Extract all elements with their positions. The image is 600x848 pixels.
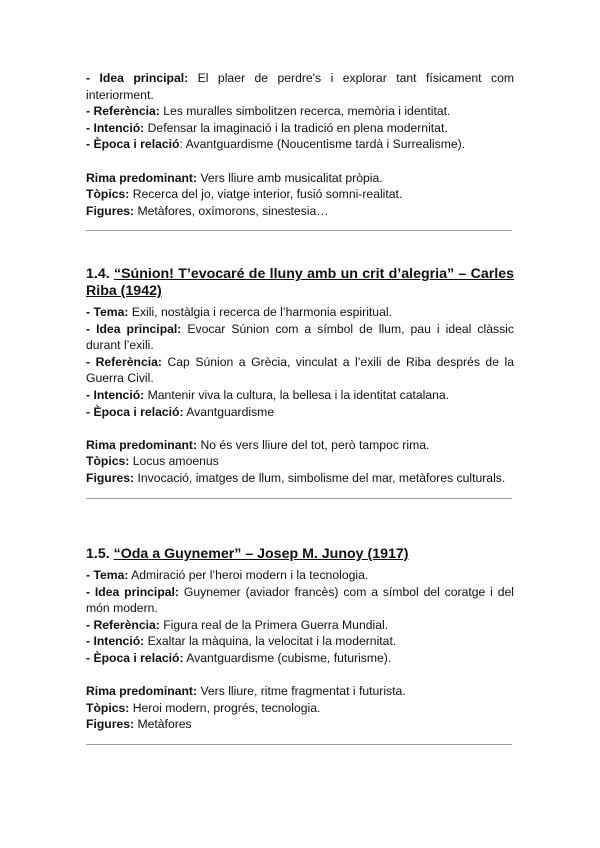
line-idea-principal: - Idea principal: Guynemer (aviador francès) com a símbol del coratge i del món modern. xyxy=(86,584,514,616)
line-referencia: - Referència: Cap Súnion a Grècia, vinculat a l’exili de Riba després de la Guerra Civil. xyxy=(86,354,514,386)
line-topics: Tòpics: Heroi modern, progrés, tecnologia. xyxy=(86,700,321,715)
line-epoca: - Època i relació: Avantguardisme xyxy=(86,404,275,419)
line-tema: - Tema: Admiració per l’heroi modern i la tecnologia. xyxy=(86,568,369,582)
divider xyxy=(86,744,512,745)
line-idea-principal: - Idea principal: El plaer de perdre's i explorar tant físicament com interiorment. xyxy=(86,71,515,102)
section-1-4 xyxy=(86,266,514,499)
line-rima: Rima predominant: Vers lliure amb musicalitat pròpia. xyxy=(86,170,383,185)
line-intencio: - Intenció: Exaltar la màquina, la velocitat i la modernitat. xyxy=(86,634,397,649)
line-referencia: - Referència: Les muralles simbolitzen recerca, memòria i identitat. xyxy=(86,104,451,119)
line-intencio: - Intenció: Defensar la imaginació i la tradició en plena modernitat. xyxy=(86,120,448,135)
section-continued xyxy=(86,70,514,231)
line-figures: Figures: Invocació, imatges de llum, simbolisme del mar, metàfores culturals. xyxy=(86,470,506,485)
line-rima: Rima predominant: No és vers lliure del tot, però tampoc rima. xyxy=(86,437,430,452)
line-rima: Rima predominant: Vers lliure, ritme fragmentat i futurista. xyxy=(86,684,406,699)
section-heading: 1.5. “Oda a Guynemer” – Josep M. Junoy (1917) xyxy=(86,546,409,562)
line-topics: Tòpics: Recerca del jo, viatge interior, fusió somni-realitat. xyxy=(86,187,403,202)
section-heading: 1.4. “Súnion! T’evocaré de lluny amb un crit d’alegria” – Carles Riba (1942) xyxy=(86,266,514,299)
divider xyxy=(86,230,512,231)
line-epoca: - Època i relació: Avantguardisme (Noucentisme tardà i Surrealisme). xyxy=(86,137,466,152)
divider xyxy=(86,498,512,499)
line-intencio: - Intenció: Mantenir viva la cultura, la bellesa i la identitat catalana. xyxy=(86,387,450,402)
line-topics: Tòpics: Locus amoenus xyxy=(86,454,219,469)
line-epoca: - Època i relació: Avantguardisme (cubisme, futurisme). xyxy=(86,650,392,665)
line-referencia: - Referència: Figura real de la Primera Guerra Mundial. xyxy=(86,617,389,632)
line-figures: Figures: Metàfores xyxy=(86,717,192,732)
line-tema: - Tema: Exili, nostàlgia i recerca de l’harmonia espiritual. xyxy=(86,305,392,319)
section-1-5 xyxy=(86,546,514,745)
line-idea-principal: - Idea principal: Evocar Súnion com a símbol de llum, pau i ideal clàssic durant l’exili. xyxy=(86,321,514,353)
line-figures: Figures: Metàfores, oxímorons, sinestesia… xyxy=(86,203,329,218)
